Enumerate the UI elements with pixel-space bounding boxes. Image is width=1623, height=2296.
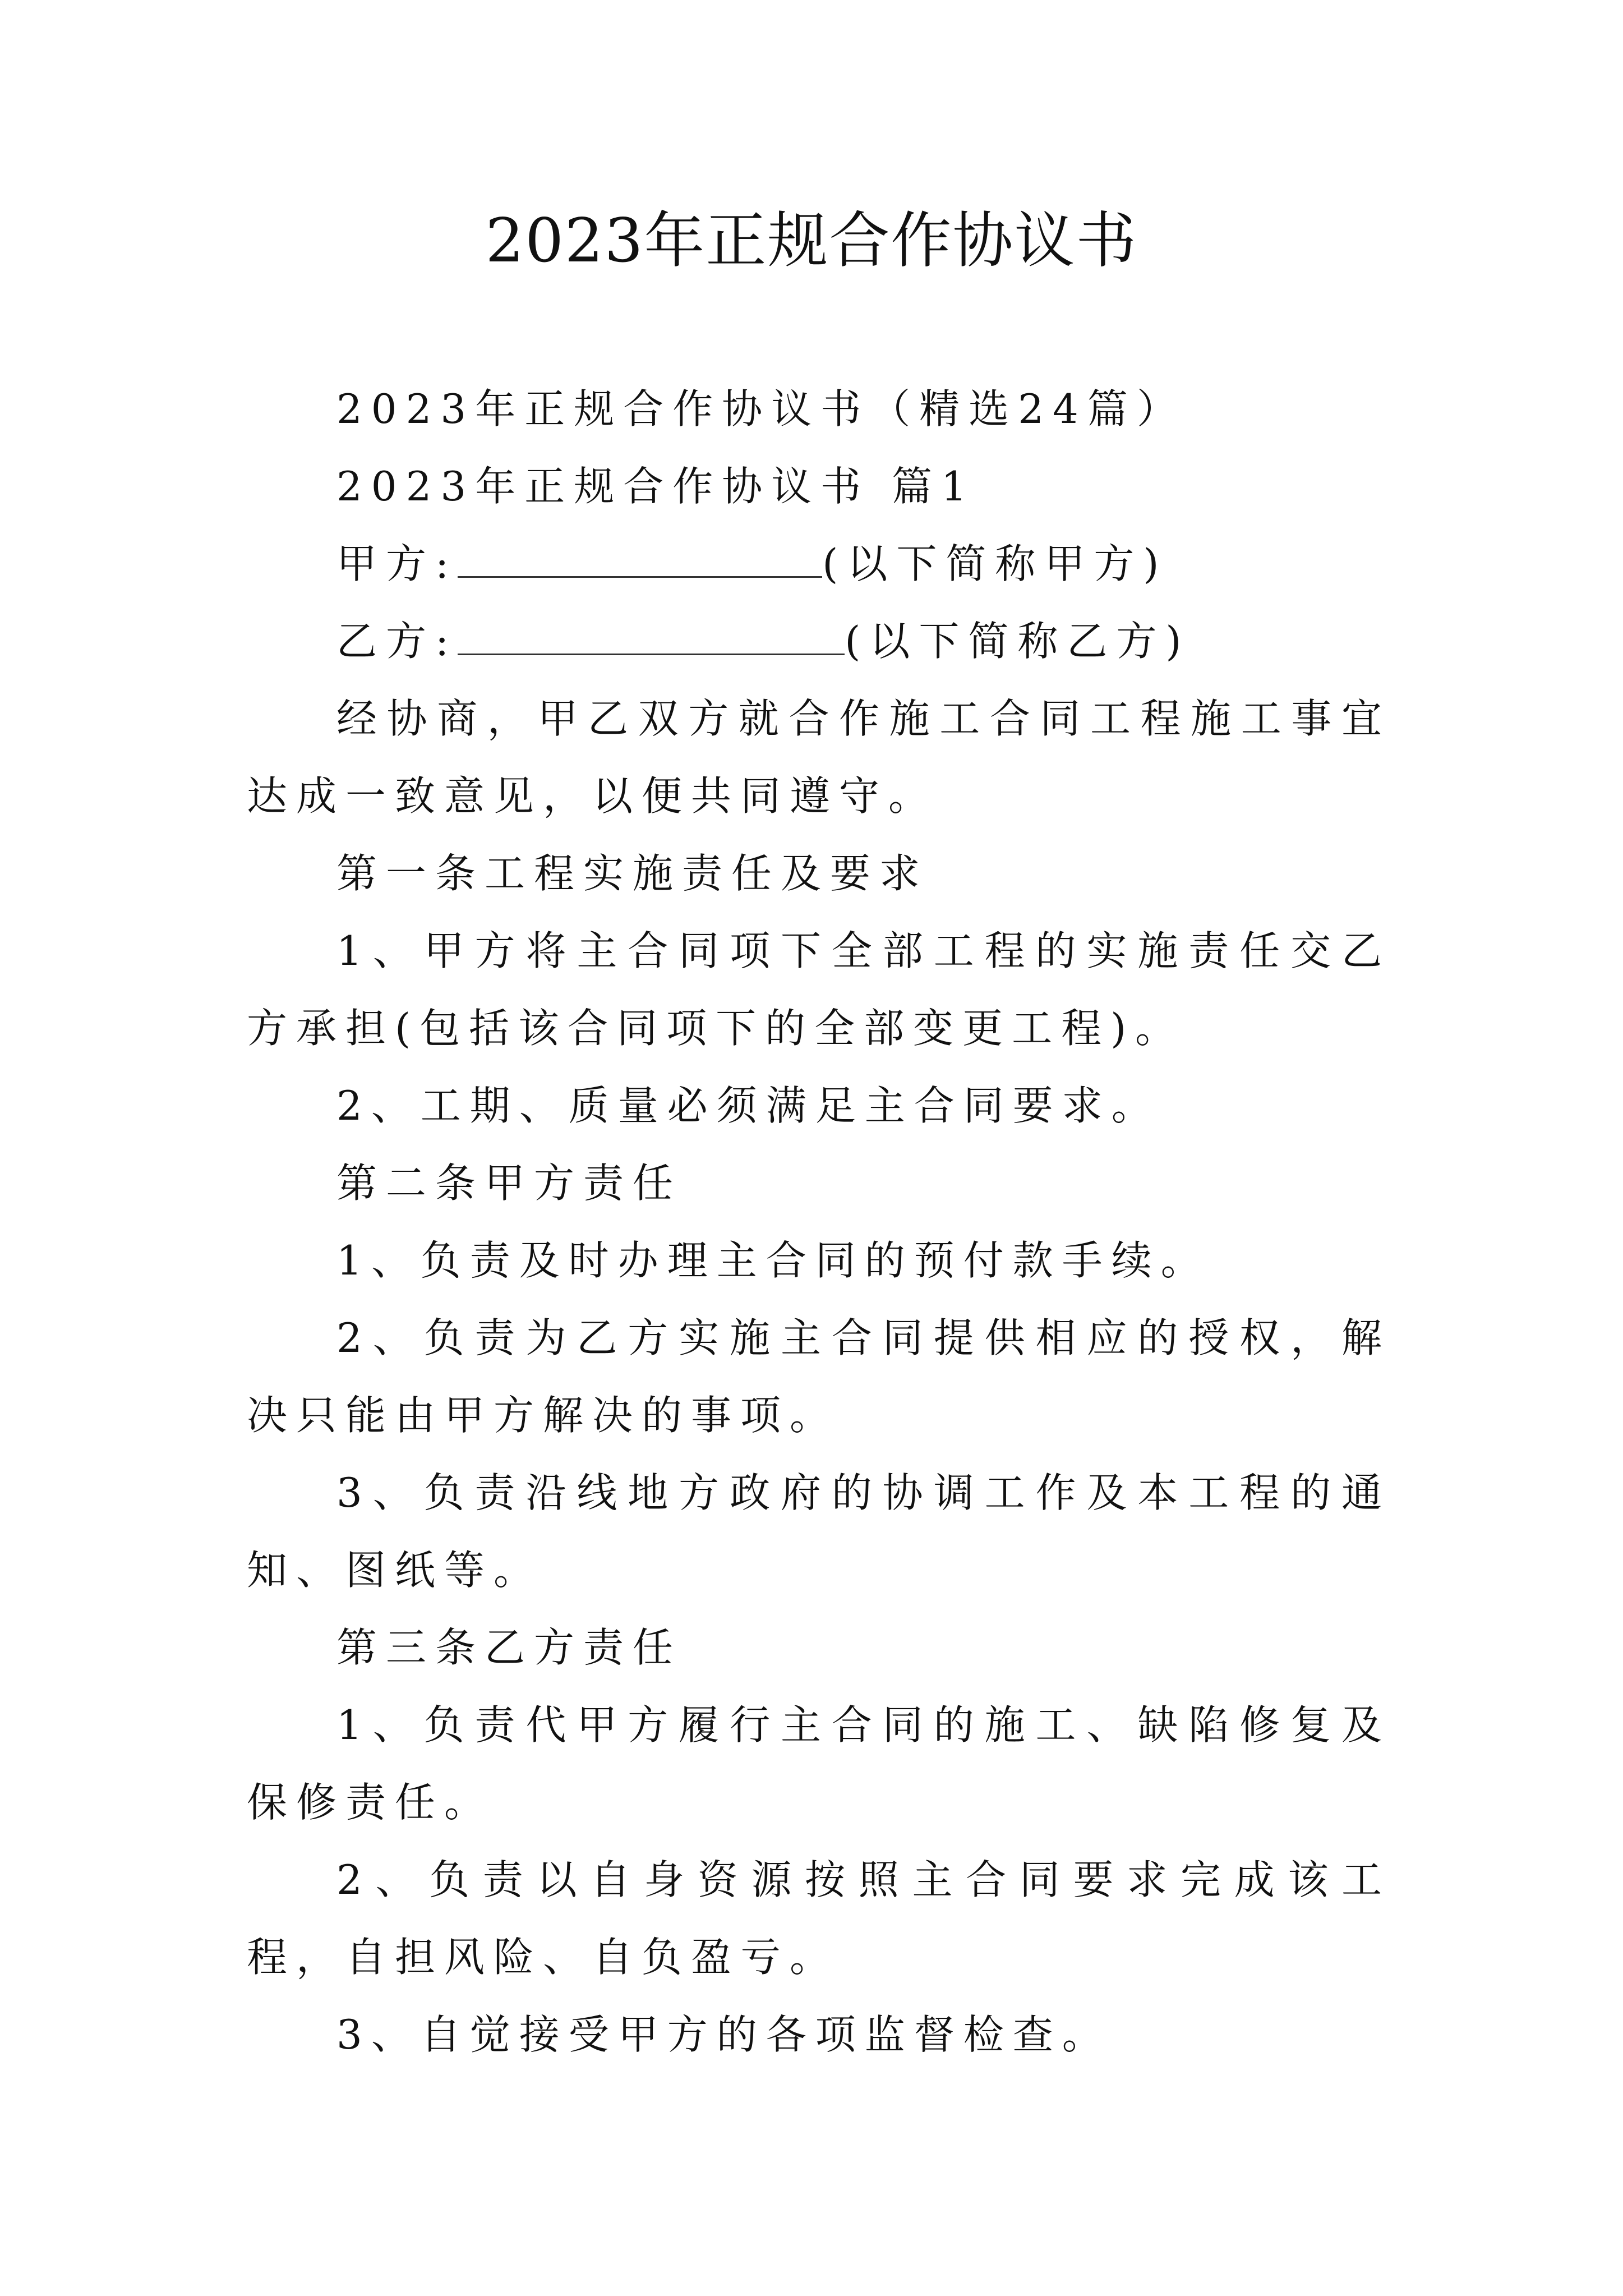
article-2-item-1: 1、负责及时办理主合同的预付款手续。 (336, 1237, 1210, 1284)
party-a-label: 甲方: (336, 540, 458, 587)
party-b-blank (458, 620, 845, 655)
article-1-heading: 第一条工程实施责任及要求 (336, 850, 929, 897)
article-3-item-1: 1、负责代甲方履行主合同的施工、缺陷修复及保修责任。 (247, 1701, 1391, 1826)
article-3-item-3: 3、自觉接受甲方的各项监督检查。 (336, 2011, 1112, 2058)
party-b-suffix: (以下简称乙方) (845, 618, 1191, 665)
article-1-item-2: 2、工期、质量必须满足主合同要求。 (336, 1082, 1161, 1129)
party-a-line (247, 525, 1391, 602)
article-1-item-1: 1、甲方将主合同项下全部工程的实施责任交乙方承担(包括该合同项下的全部变更工程)。 (247, 927, 1391, 1052)
article-2-item-3: 3、负责沿线地方政府的协调工作及本工程的通知、图纸等。 (247, 1469, 1391, 1594)
party-a-blank (458, 542, 822, 578)
party-a-suffix: (以下简称甲方) (822, 540, 1168, 587)
article-3-item-2: 2、负责以自身资源按照主合同要求完成该工程，自担风险、自负盈亏。 (247, 1856, 1391, 1981)
section-heading: 2023年正规合作协议书 篇1 (336, 463, 976, 510)
article-3-heading: 第三条乙方责任 (336, 1624, 683, 1671)
party-b-line (247, 602, 1391, 680)
party-b-label: 乙方: (336, 618, 458, 665)
article-2-item-2: 2、负责为乙方实施主合同提供相应的授权，解决只能由甲方解决的事项。 (247, 1314, 1391, 1439)
article-2-heading: 第二条甲方责任 (336, 1159, 683, 1207)
document-title: 2023年正规合作协议书 (485, 206, 1138, 276)
document-body (247, 370, 1391, 2073)
subtitle-line: 2023年正规合作协议书（精选24篇） (336, 385, 1186, 432)
paragraph-intro: 经协商，甲乙双方就合作施工合同工程施工事宜达成一致意见，以便共同遵守。 (247, 695, 1391, 820)
